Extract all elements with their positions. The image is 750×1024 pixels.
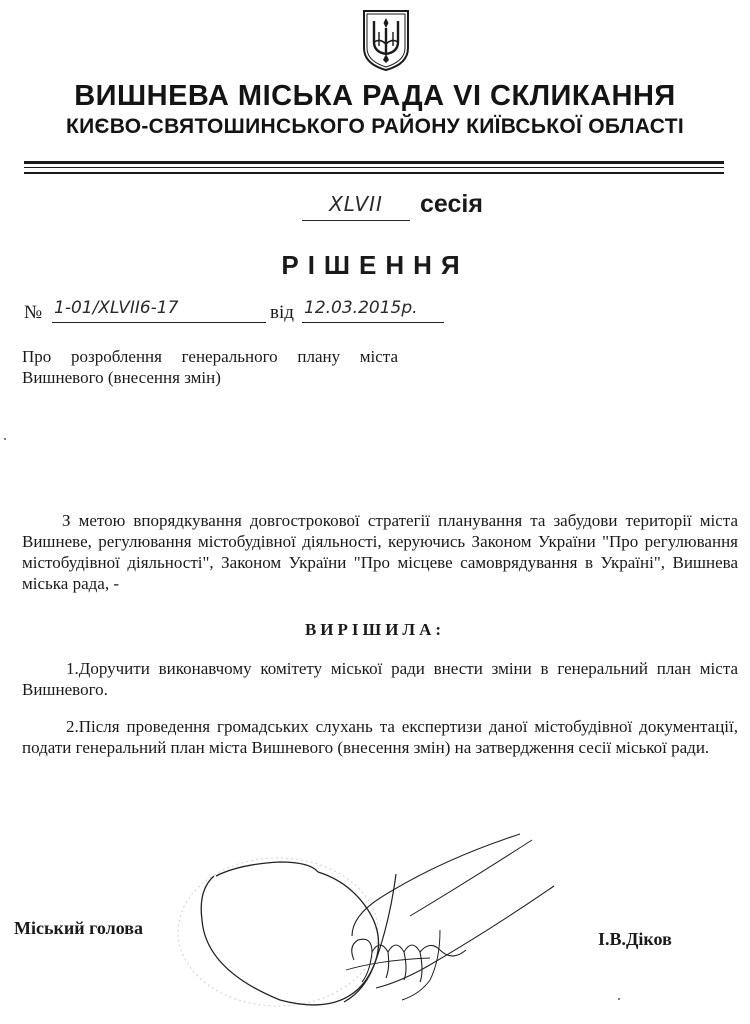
scan-speck <box>618 998 620 1000</box>
decision-title: РІШЕННЯ <box>281 250 469 280</box>
decision-item-2: 2.Після проведення громадських слухань та експертизи даної містобудівної документації, подати генеральний план міста Вишневого (внесення змін) на затвердження сесії міської ради. <box>22 717 738 757</box>
handwritten-signature-icon <box>344 834 554 1002</box>
decision-item-1: 1.Доручити виконавчому комітету міської ради внести зміни в генеральний план міста Вишневого. <box>22 659 738 699</box>
decision-number-underline <box>52 322 266 323</box>
session-line <box>0 190 750 230</box>
decision-number: 1-01/XLVII6-17 <box>54 298 179 318</box>
header-rule <box>24 172 724 174</box>
decision-date: 12.03.2015р. <box>304 298 418 318</box>
header-rule <box>24 167 724 168</box>
trident-coat-of-arms-icon <box>360 8 412 72</box>
decision-subject: Про розроблення генерального плану міста Вишневого (внесення змін) <box>22 347 398 387</box>
date-prefix: від <box>270 302 294 323</box>
decision-number-line <box>24 298 444 328</box>
scan-speck <box>4 438 6 440</box>
session-label: сесія <box>420 190 483 218</box>
number-prefix: № <box>24 302 43 323</box>
signer-name: І.В.Діков <box>598 929 672 949</box>
header-rule <box>24 161 724 164</box>
signature-title: Міський голова <box>14 918 143 938</box>
decision-date-underline <box>302 322 444 323</box>
round-seal-stamp-icon <box>178 858 379 1006</box>
resolved-heading: ВИРІШИЛА: <box>304 620 446 639</box>
signature-and-seal <box>140 820 580 1020</box>
session-number-underline <box>302 220 410 221</box>
council-district: КИЄВО-СВЯТОШИНСЬКОГО РАЙОНУ КИЇВСЬКОЇ ОБЛАСТІ <box>66 115 684 138</box>
session-number: XLVII <box>329 192 383 216</box>
preamble-paragraph: З метою впорядкування довгострокової стратегії планування та забудови території міста Вишневе, регулювання містобудівної діяльності, керуючись Законом України "Про регулювання містобудівної діяльності", Законом України "Про місцеве самоврядування в Україні", Вишнева міська рада, - <box>22 511 738 593</box>
council-name: ВИШНЕВА МІСЬКА РАДА VI СКЛИКАННЯ <box>74 80 676 112</box>
